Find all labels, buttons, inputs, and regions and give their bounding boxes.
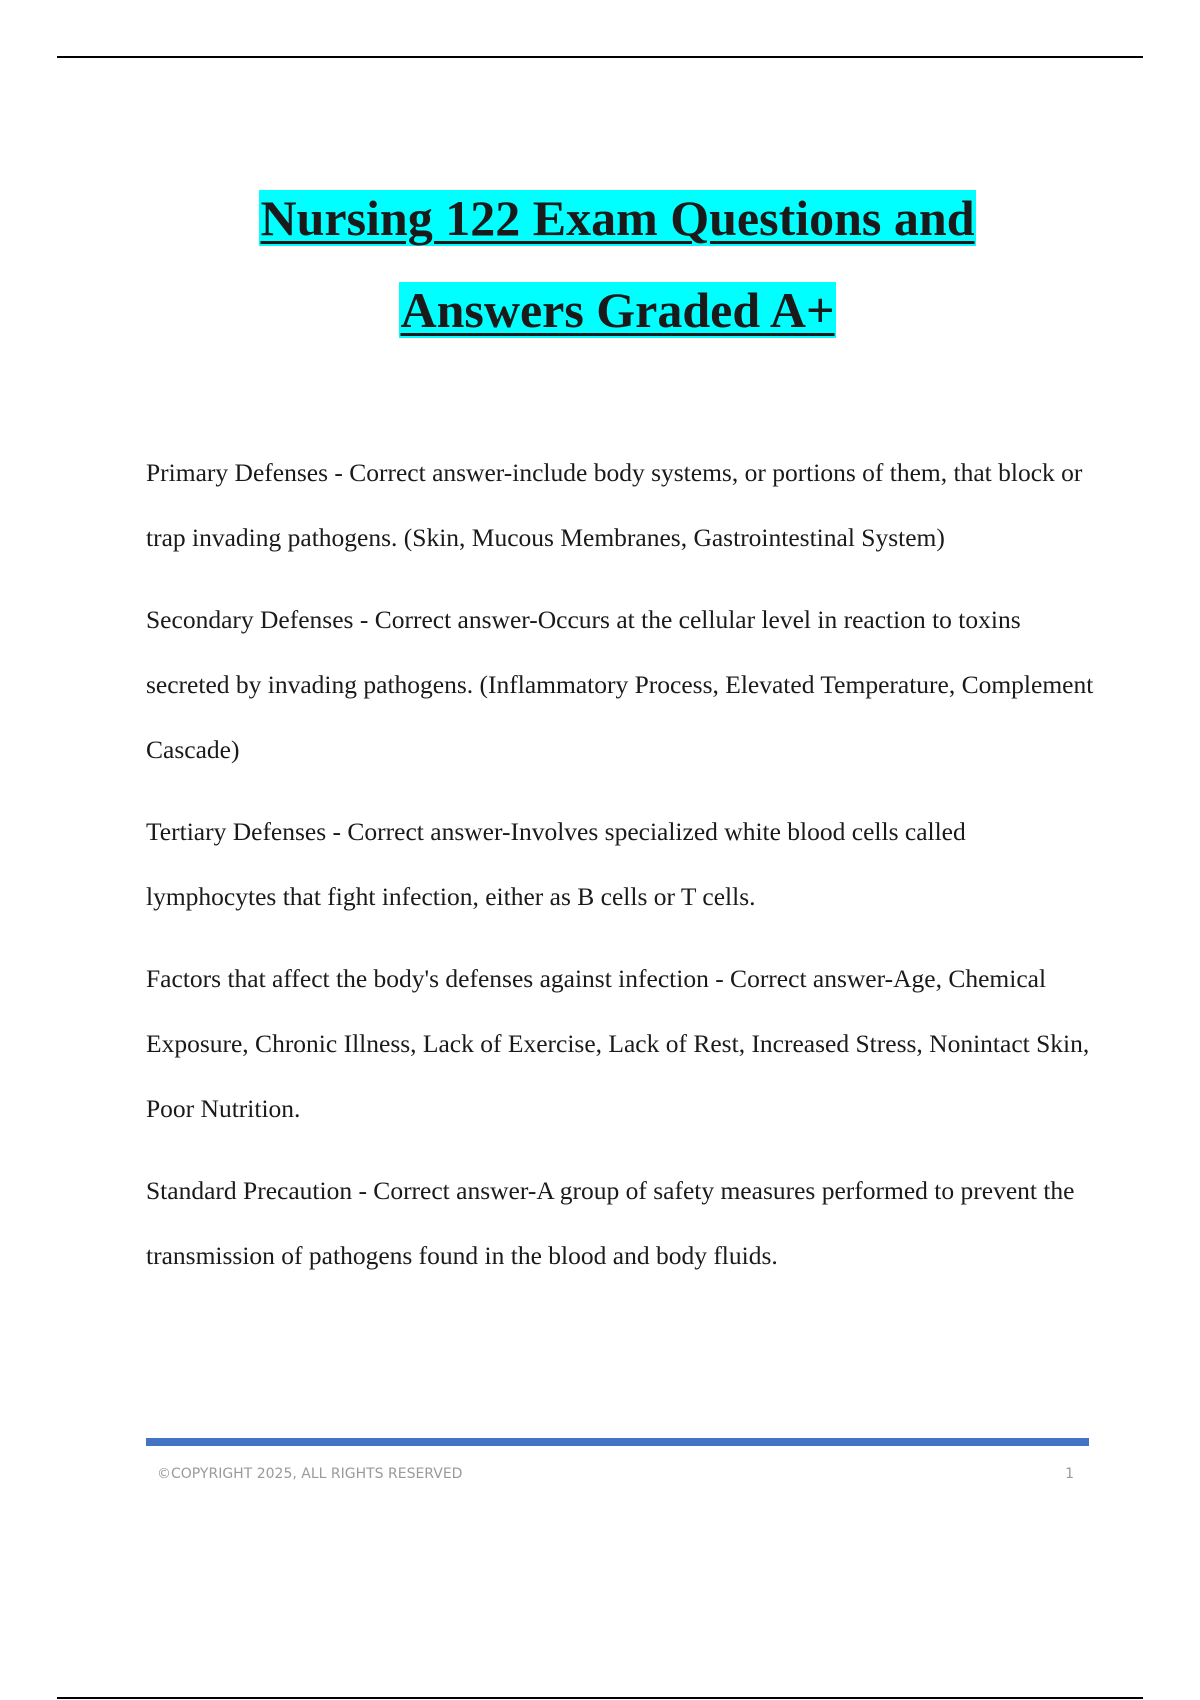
qa-item-defense-factors: Factors that affect the body's defenses against infection - Correct answer-Age, Chemical Exposure, Chronic Illness, Lack of Exercise, Lack of Rest, Increased Stress, Nonintact Skin, Poor Nutrition. (146, 964, 1090, 1123)
qa-item-tertiary-defenses: Tertiary Defenses - Correct answer-Involves specialized white blood cells called lymphocytes that fight infection, either as B cells or T cells. (146, 817, 966, 911)
title-line-1: Nursing 122 Exam Questions and (260, 190, 975, 246)
title-line-2: Answers Graded A+ (400, 282, 835, 338)
top-rule (57, 56, 1143, 58)
footer-bar (146, 1438, 1089, 1446)
document-title (0, 172, 1200, 356)
qa-item-secondary-defenses: Secondary Defenses - Correct answer-Occurs at the cellular level in reaction to toxins secreted by invading pathogens. (Inflammatory Process, Elevated Temperature, Complement Cascade) (146, 605, 1094, 764)
footer-page-number: 1 (1065, 1466, 1074, 1482)
qa-item-standard-precaution: Standard Precaution - Correct answer-A group of safety measures performed to prevent the transmission of pathogens found in the blood and body fluids. (146, 1176, 1075, 1270)
bottom-rule (57, 1697, 1143, 1699)
qa-item-primary-defenses: Primary Defenses - Correct answer-include body systems, or portions of them, that block or trap invading pathogens. (Skin, Mucous Membranes, Gastrointestinal System) (146, 458, 1083, 552)
footer-copyright: ©COPYRIGHT 2025, ALL RIGHTS RESERVED (157, 1466, 463, 1482)
qa-list (146, 440, 1096, 1305)
